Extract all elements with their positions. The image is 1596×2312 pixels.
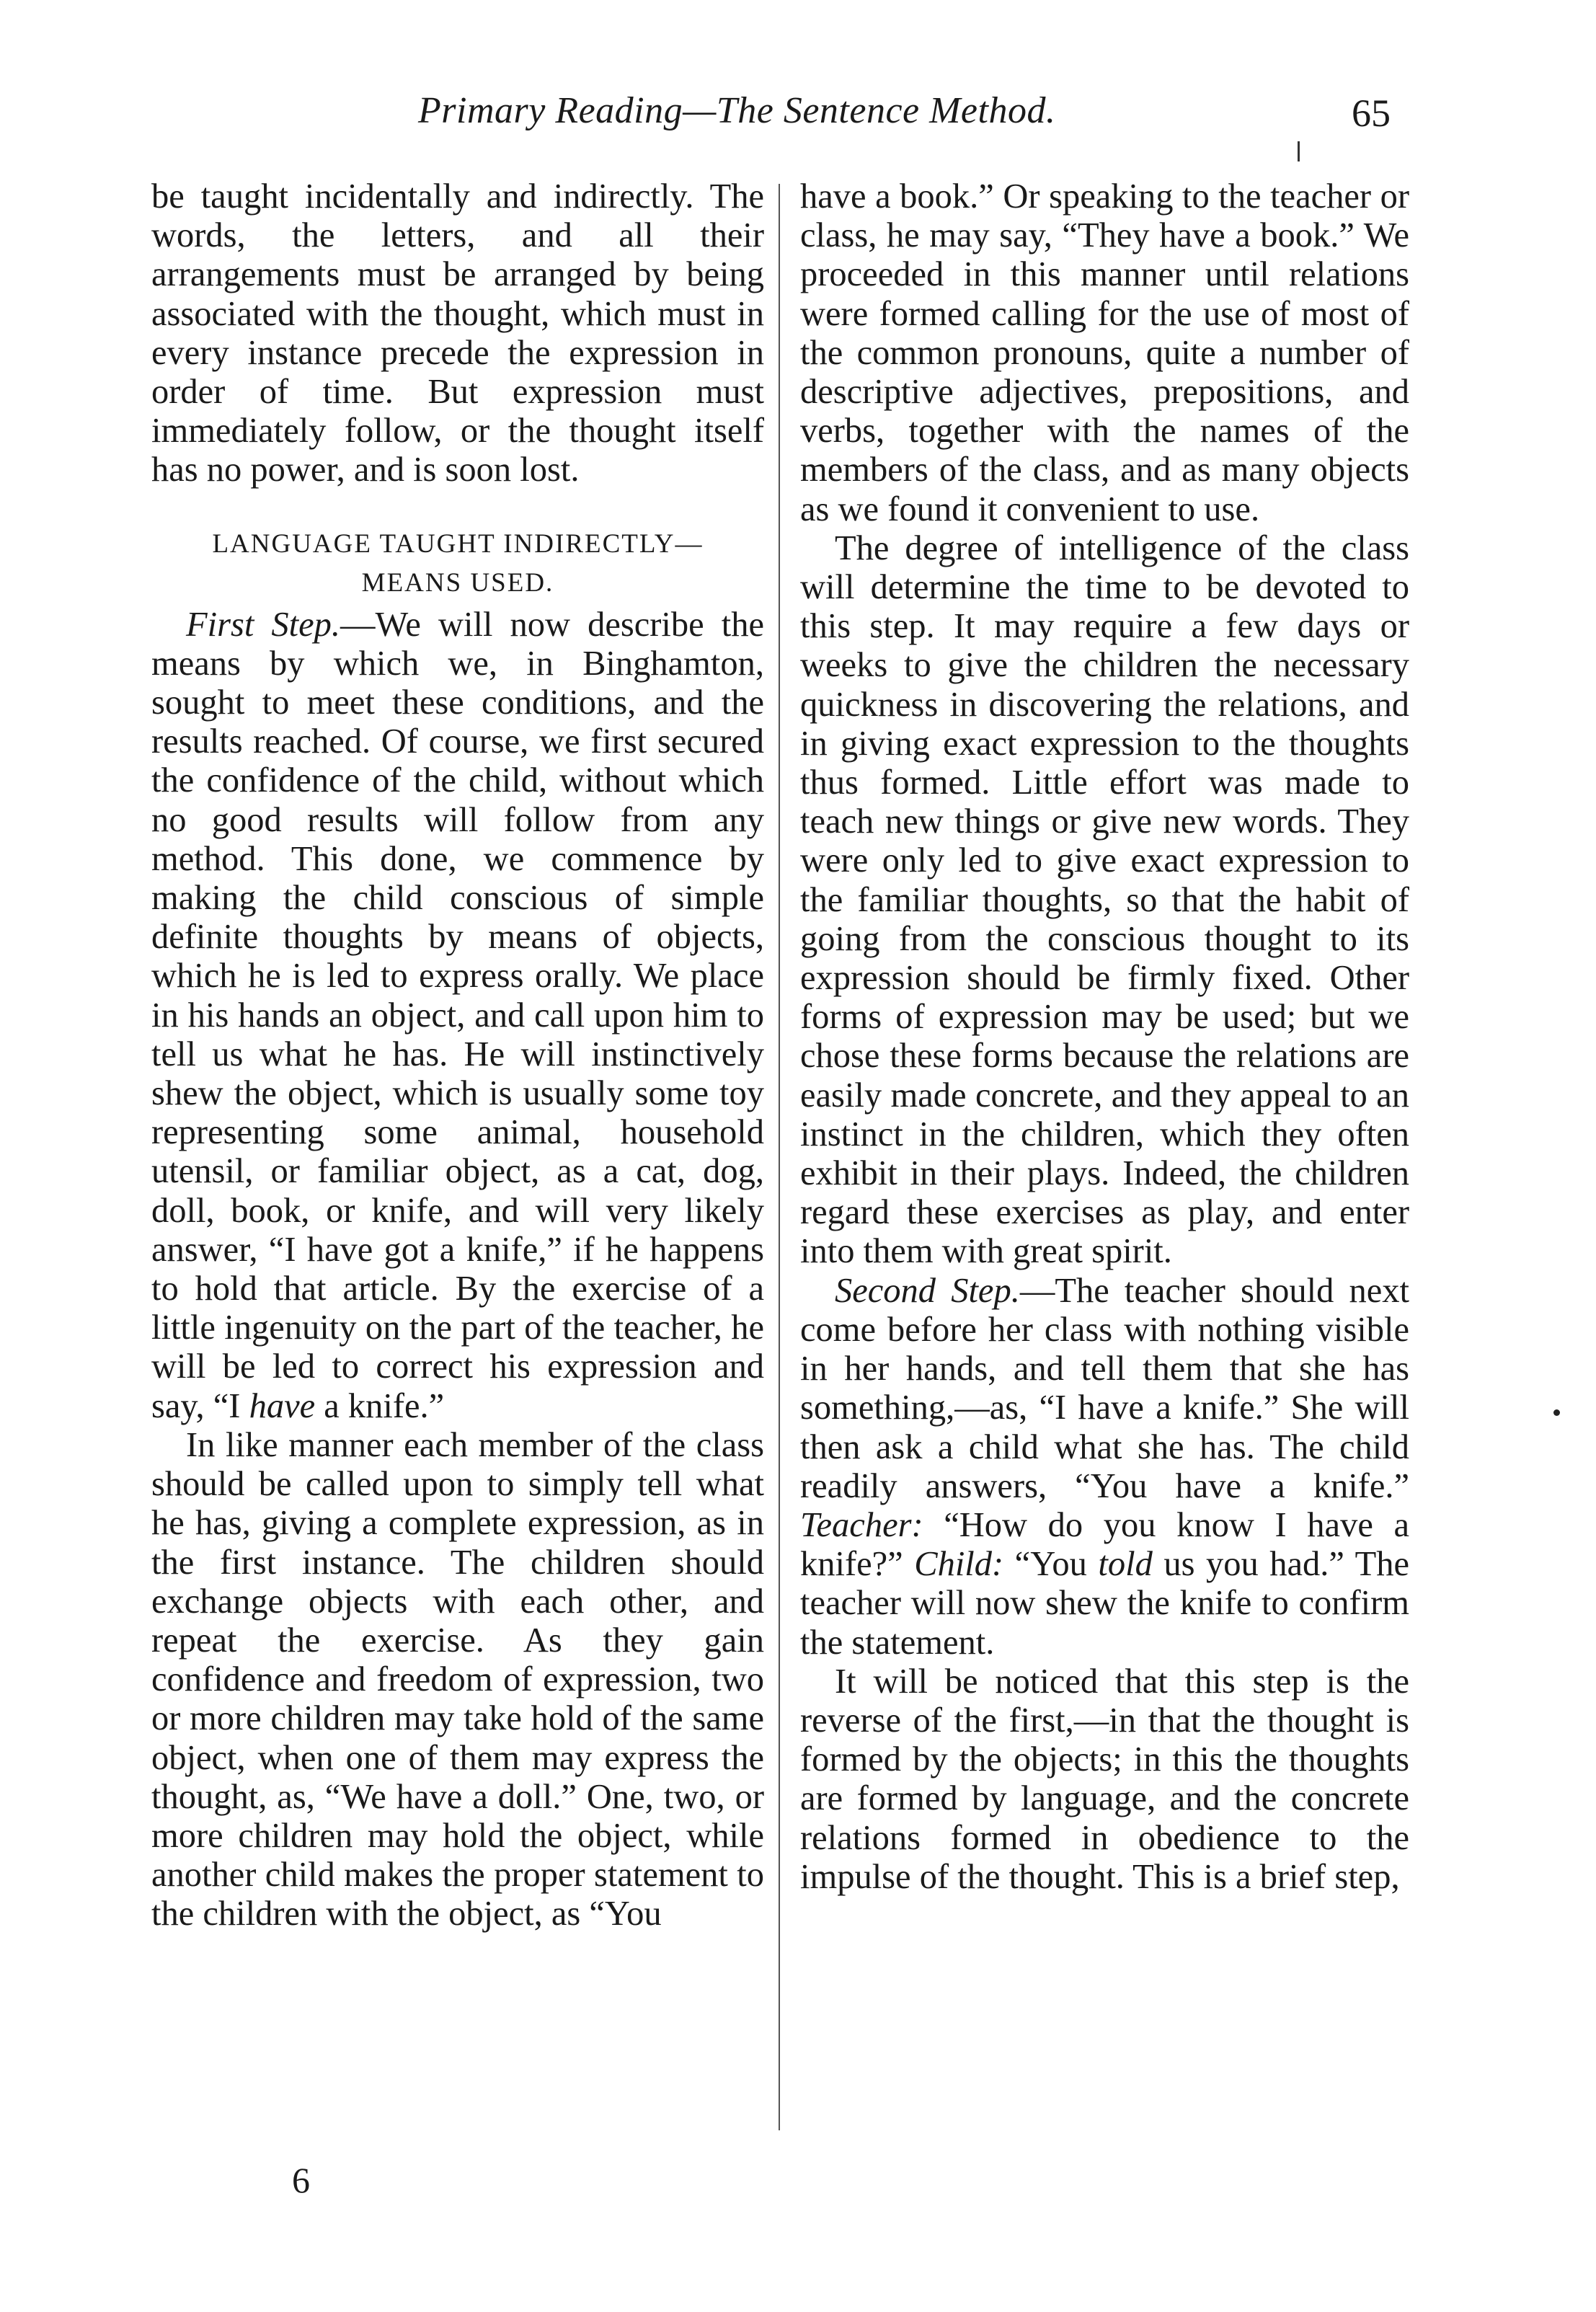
section-heading-line: LANGUAGE TAUGHT INDIRECTLY—	[212, 528, 704, 559]
stray-ink-dot	[1553, 1409, 1560, 1416]
section-heading-line: MEANS USED.	[361, 567, 554, 598]
section-heading	[151, 525, 764, 603]
paragraph-first-step	[151, 606, 764, 1426]
signature-mark: 6	[292, 2160, 310, 2200]
step-label: First Step.	[186, 605, 341, 644]
paragraph-text: “You	[1003, 1545, 1099, 1584]
column-divider	[779, 184, 780, 2130]
speaker-label-teacher: Teacher:	[800, 1505, 923, 1544]
paragraph-text: —The teacher should next come before her class with nothing visible in her hands, and tell them that she has something,—as, “I have a knife.” She will then ask a child what she has. The child readily answers, “You have a knife.”	[800, 1271, 1409, 1505]
right-column	[800, 177, 1409, 1897]
running-title: Primary Reading—The Sentence Method.	[418, 90, 1056, 131]
paragraph-text: —We will now describe the means by which we, in Binghamton, sought to meet these conditions, and the results reached. Of course, we first secured the confidence of the child, without which no good results will follow from any method. This done, we commence by making the child conscious of simple definite thoughts by means of objects, which he is led to express orally. We place in his hands an object, and call upon him to tell us what he has. He will instinctively shew the object, which is usually some toy representing some animal, household utensil, or familiar object, as a cat, dog, doll, book, or knife, and will very likely answer, “I have got a knife,” if he happens to hold that article. By the exercise of a little ingenuity on the part of the teacher, he will be led to correct his expression and say, “I	[151, 605, 764, 1425]
paragraph: It will be noticed that this step is the reverse of the first,—in that the thought is formed by the objects; in this the thoughts are formed by language, and the concrete relations formed in obedience to the impulse of the thought. This is a brief step,	[800, 1662, 1409, 1896]
paragraph: have a book.” Or speaking to the teacher or class, he may say, “They have a book.” We proceeded in this manner until relations were formed calling for the use of most of the common pronouns, quite a number of descriptive adjectives, prepositions, and verbs, together with the names of the members of the class, and as many objects as we found it convenient to use.	[800, 177, 1409, 528]
paragraph: In like manner each member of the class should be called upon to simply tell what he has, giving a complete expression, as in the first instance. The children should exchange objects with each other, and repeat the exercise. As they gain confidence and freedom of expression, two or more children may take hold of the same object, when one of them may express the thought, as, “We have a doll.” One, two, or more children may hold the object, while another child makes the proper statement to the children with the object, as “You	[151, 1425, 764, 1934]
step-label: Second Step.	[835, 1271, 1020, 1310]
printing-mark	[1298, 141, 1300, 161]
paragraph: The degree of intelligence of the class will determine the time to be devoted to this step. It may require a few days or weeks to give the children the necessary quickness in discovering the relations, and in giving exact expression to the thoughts thus formed. Little effort was made to teach new things or give new words. They were only led to give exact expression to the familiar thoughts, so that the habit of going from the conscious thought to its expression should be firmly fixed. Other forms of expression may be used; but we chose these forms because the relations are easily made concrete, and they appeal to an instinct in the children, which they often exhibit in their plays. Indeed, the children regard these exercises as play, and enter into them with great spirit.	[800, 528, 1409, 1271]
page-number: 65	[1352, 92, 1391, 135]
paragraph-text: us you had.” The teacher will now shew the knife to confirm the statement.	[800, 1545, 1409, 1662]
paragraph-text: a knife.”	[315, 1386, 445, 1425]
paragraph: be taught incidentally and indirectly. The words, the letters, and all their arrangements must be arranged by being associated with the thought, which must in every instance precede the expression in order of time. But expression must immediately follow, or the thought itself has no power, and is soon lost.	[151, 177, 764, 490]
speaker-label-child: Child:	[914, 1545, 1004, 1584]
paragraph-text: “How do you know I have a knife?”	[800, 1505, 1409, 1584]
left-column	[151, 177, 764, 1934]
running-header	[0, 89, 1596, 147]
paragraph-second-step	[800, 1272, 1409, 1662]
emphasis: have	[249, 1386, 316, 1425]
emphasis: told	[1098, 1545, 1153, 1584]
